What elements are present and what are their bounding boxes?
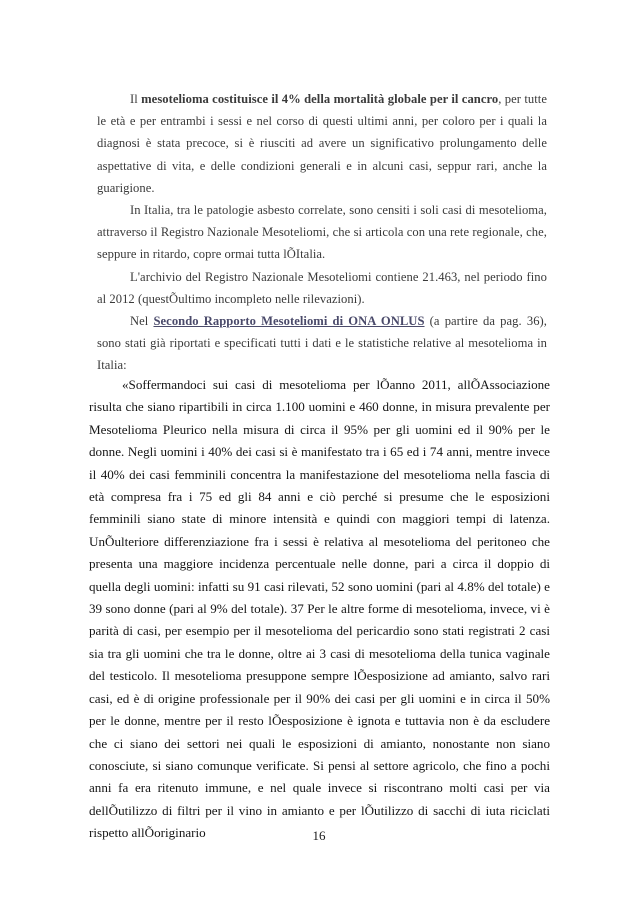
- upper-text-block: [97, 88, 547, 377]
- second-report-link[interactable]: Secondo Rapporto Mesoteliomi di ONA ONLUS: [153, 314, 425, 329]
- paragraph-mortality: Il mesotelioma costituisce il 4% della mortalità globale per il cancro, per tutte le età e per entrambi i sessi e nel corso di questi ultimi anni, per coloro per i quali la diagnosi è stata precoce, si è riusciti ad avere un significativo prolungamento delle aspettative di vita, e delle condizioni generali e in alcuni casi, seppur rari, anche la guarigione.: [97, 92, 547, 195]
- paragraph-archive: L'archivio del Registro Nazionale Mesoteliomi contiene 21.463, nel periodo fino al 2012 (questÕultimo incompleto nelle rilevazioni).: [97, 269, 547, 306]
- bold-statement: mesotelioma costituisce il 4% della mortalità globale per il cancro: [141, 92, 499, 106]
- page-number: 16: [312, 828, 326, 843]
- quoted-text-block: [89, 374, 550, 845]
- paragraph-quote-2011: «Soffermandoci sui casi di mesotelioma per lÕanno 2011, allÕAssociazione risulta che siano ripartibili in circa 1.100 uomini e 460 donne, in misura prevalente per Mesotelioma Pleurico nella misura di circa il 95% per gli uomini ed il 90% per le donne. Negli uomini i 40% dei casi si è manifestato tra i 65 ed i 74 anni, mentre invece il 40% dei casi femminili concentra la manifestazione del mesotelioma nella fascia di età compresa fra i 75 ed gli 84 anni e ciò perché si presume che le esposizioni femminili siano state di minore intensità e quindi con maggiori tempi di latenza. UnÕulteriore differenziazione fra i sessi è relativa al mesotelioma del peritoneo che presenta una maggiore incidenza percentuale nelle donne, pari a circa il doppio di quella degli uomini: infatti su 91 casi rilevati, 52 sono uomini (pari al 4.8% del totale) e 39 sono donne (pari al 9% del totale). 37 Per le altre forme di mesotelioma, invece, vi è parità di casi, per esempio per il mesotelioma del pericardio sono stati registrati 2 casi sia tra gli uomini che tra le donne, oltre ai 3 casi di mesotelioma della tunica vaginale del testicolo. Il mesotelioma presuppone sempre lÕesposizione ad amianto, salvo rari casi, ed è di origine professionale per il 90% dei casi per gli uomini e in circa il 50% per le donne, mentre per il resto lÕesposizione è ignota e tuttavia non è da escludere che ci siano dei settori nei quali le esposizioni di amianto, nonostante non siano conosciute, si siano comunque verificate. Si pensi al settore agricolo, che fino a pochi anni fa era ritenuto immune, e nel quale invece si riscontrano molti casi per via dellÕutilizzo di filtri per il vino in amianto e per lÕutilizzo di sacchi di iuta riciclati rispetto allÕoriginario: [89, 377, 550, 841]
- paragraph-second-report: Nel Secondo Rapporto Mesoteliomi di ONA ONLUS (a partire da pag. 36), sono stati già riportati e specificati tutti i dati e le statistiche relative al mesotelioma in Italia:: [97, 314, 547, 373]
- paragraph-italy-registry: In Italia, tra le patologie asbesto correlate, sono censiti i soli casi di mesotelioma, attraverso il Registro Nazionale Mesoteliomi, che si articola con una rete regionale, che, seppure in ritardo, copre ormai tutta lÕItalia.: [97, 203, 547, 262]
